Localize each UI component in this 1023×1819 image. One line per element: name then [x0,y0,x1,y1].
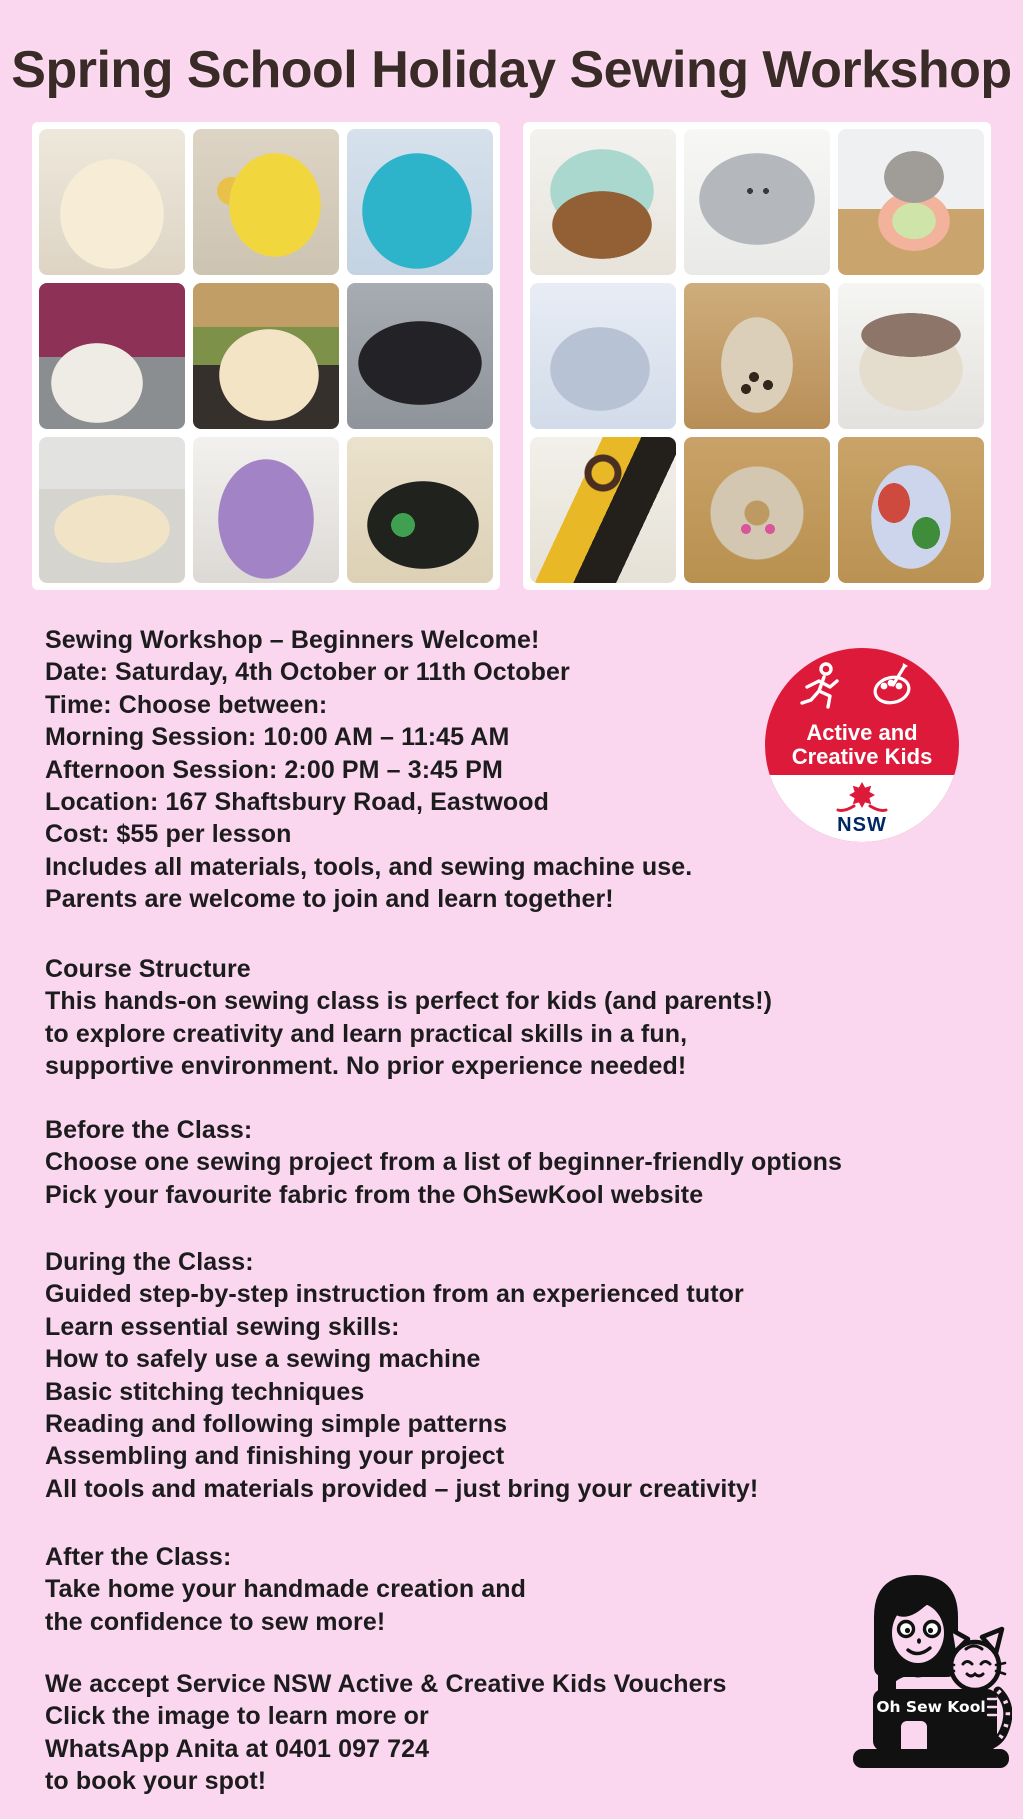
body-line: to book your spot! [45,1767,267,1796]
photo-frog-tissue-pouch [838,437,984,583]
body-line: Learn essential sewing skills: [45,1312,400,1341]
logo-brand-text: Oh Sew Kool [876,1698,986,1716]
body-line: All tools and materials provided – just bring your creativity! [45,1474,759,1503]
body-line: to explore creativity and learn practical skills in a fun, [45,1019,688,1048]
photo-yellow-print-pouch [193,129,339,275]
section-heading: Before the Class: [45,1116,253,1144]
body-line: Assembling and finishing your project [45,1442,505,1471]
photo-dash-print-tote [530,283,676,429]
section-heading: After the Class: [45,1543,232,1571]
photo-teal-knot-bag [347,129,493,275]
body-line: the confidence to sew more! [45,1607,386,1636]
body-line: This hands-on sewing class is perfect for kids (and parents!) [45,987,773,1016]
photo-tissue-box-cover [39,437,185,583]
gallery-left [32,122,500,590]
body-line: supportive environment. No prior experience needed! [45,1052,687,1081]
photo-purple-lace-tote [193,437,339,583]
body-line: Take home your handmade creation and [45,1575,527,1604]
details-line: Afternoon Session: 2:00 PM – 3:45 PM [45,755,503,784]
photo-patchwork-boxy-pouch [347,283,493,429]
course-structure [45,953,772,1083]
photo-food-print-hobo-bag [193,283,339,429]
gallery-right [523,122,991,590]
nsw-wordmark: NSW [837,814,887,836]
section-heading: Course Structure [45,955,251,983]
active-creative-kids-voucher-badge[interactable] [762,645,962,845]
details-line: Time: Choose between: [45,690,328,719]
sewing-machine-base [853,1749,1009,1768]
booking-section [45,1668,727,1798]
details-line: Includes all materials, tools, and sewing machine use. [45,852,693,881]
photo-cat-ear-drawstring-bag [39,129,185,275]
badge-text-line2: Creative Kids [791,744,933,769]
after-class-section [45,1541,526,1638]
photo-bubble-tea-pouch [684,283,830,429]
details-line: Parents are welcome to join and learn together! [45,885,614,914]
before-class-section [45,1114,842,1211]
details-line: Date: Saturday, 4th October or 11th October [45,658,570,687]
photo-seal-plushie [684,129,830,275]
photo-ring-handle-bag [530,437,676,583]
photo-polka-dot-basket-bag [530,129,676,275]
details-line: Location: 167 Shaftsbury Road, Eastwood [45,788,549,817]
body-line: Guided step-by-step instruction from an experienced tutor [45,1280,744,1309]
body-line: We accept Service NSW Active & Creative Kids Vouchers [45,1670,727,1698]
body-line: How to safely use a sewing machine [45,1345,481,1374]
details-line: Morning Session: 10:00 AM – 11:45 AM [45,723,510,752]
body-line: Pick your favourite fabric from the OhSewKool website [45,1180,704,1209]
page-title: Spring School Holiday Sewing Workshop [11,41,1012,99]
photo-doll-floral-dress [838,129,984,275]
section-heading: During the Class: [45,1248,254,1276]
badge-text-line1: Active and [806,720,918,745]
body-line: Choose one sewing project from a list of beginner-friendly options [45,1148,842,1177]
photo-puppy-bucket-bag [838,283,984,429]
body-line: Reading and following simple patterns [45,1410,508,1439]
workshop-details [45,624,692,916]
details-line: Cost: $55 per lesson [45,820,292,849]
booking-phone: WhatsApp Anita at 0401 097 724 [45,1734,430,1763]
oh-sew-kool-logo [850,1570,1012,1772]
during-class-section [45,1246,758,1505]
photo-floral-clutch [347,437,493,583]
body-line: Basic stitching techniques [45,1377,365,1406]
photo-doodle-tote-bag [39,283,185,429]
details-line: Sewing Workshop – Beginners Welcome! [45,626,540,654]
body-line: Click the image to learn more or [45,1702,429,1731]
photo-donut-plushie [684,437,830,583]
